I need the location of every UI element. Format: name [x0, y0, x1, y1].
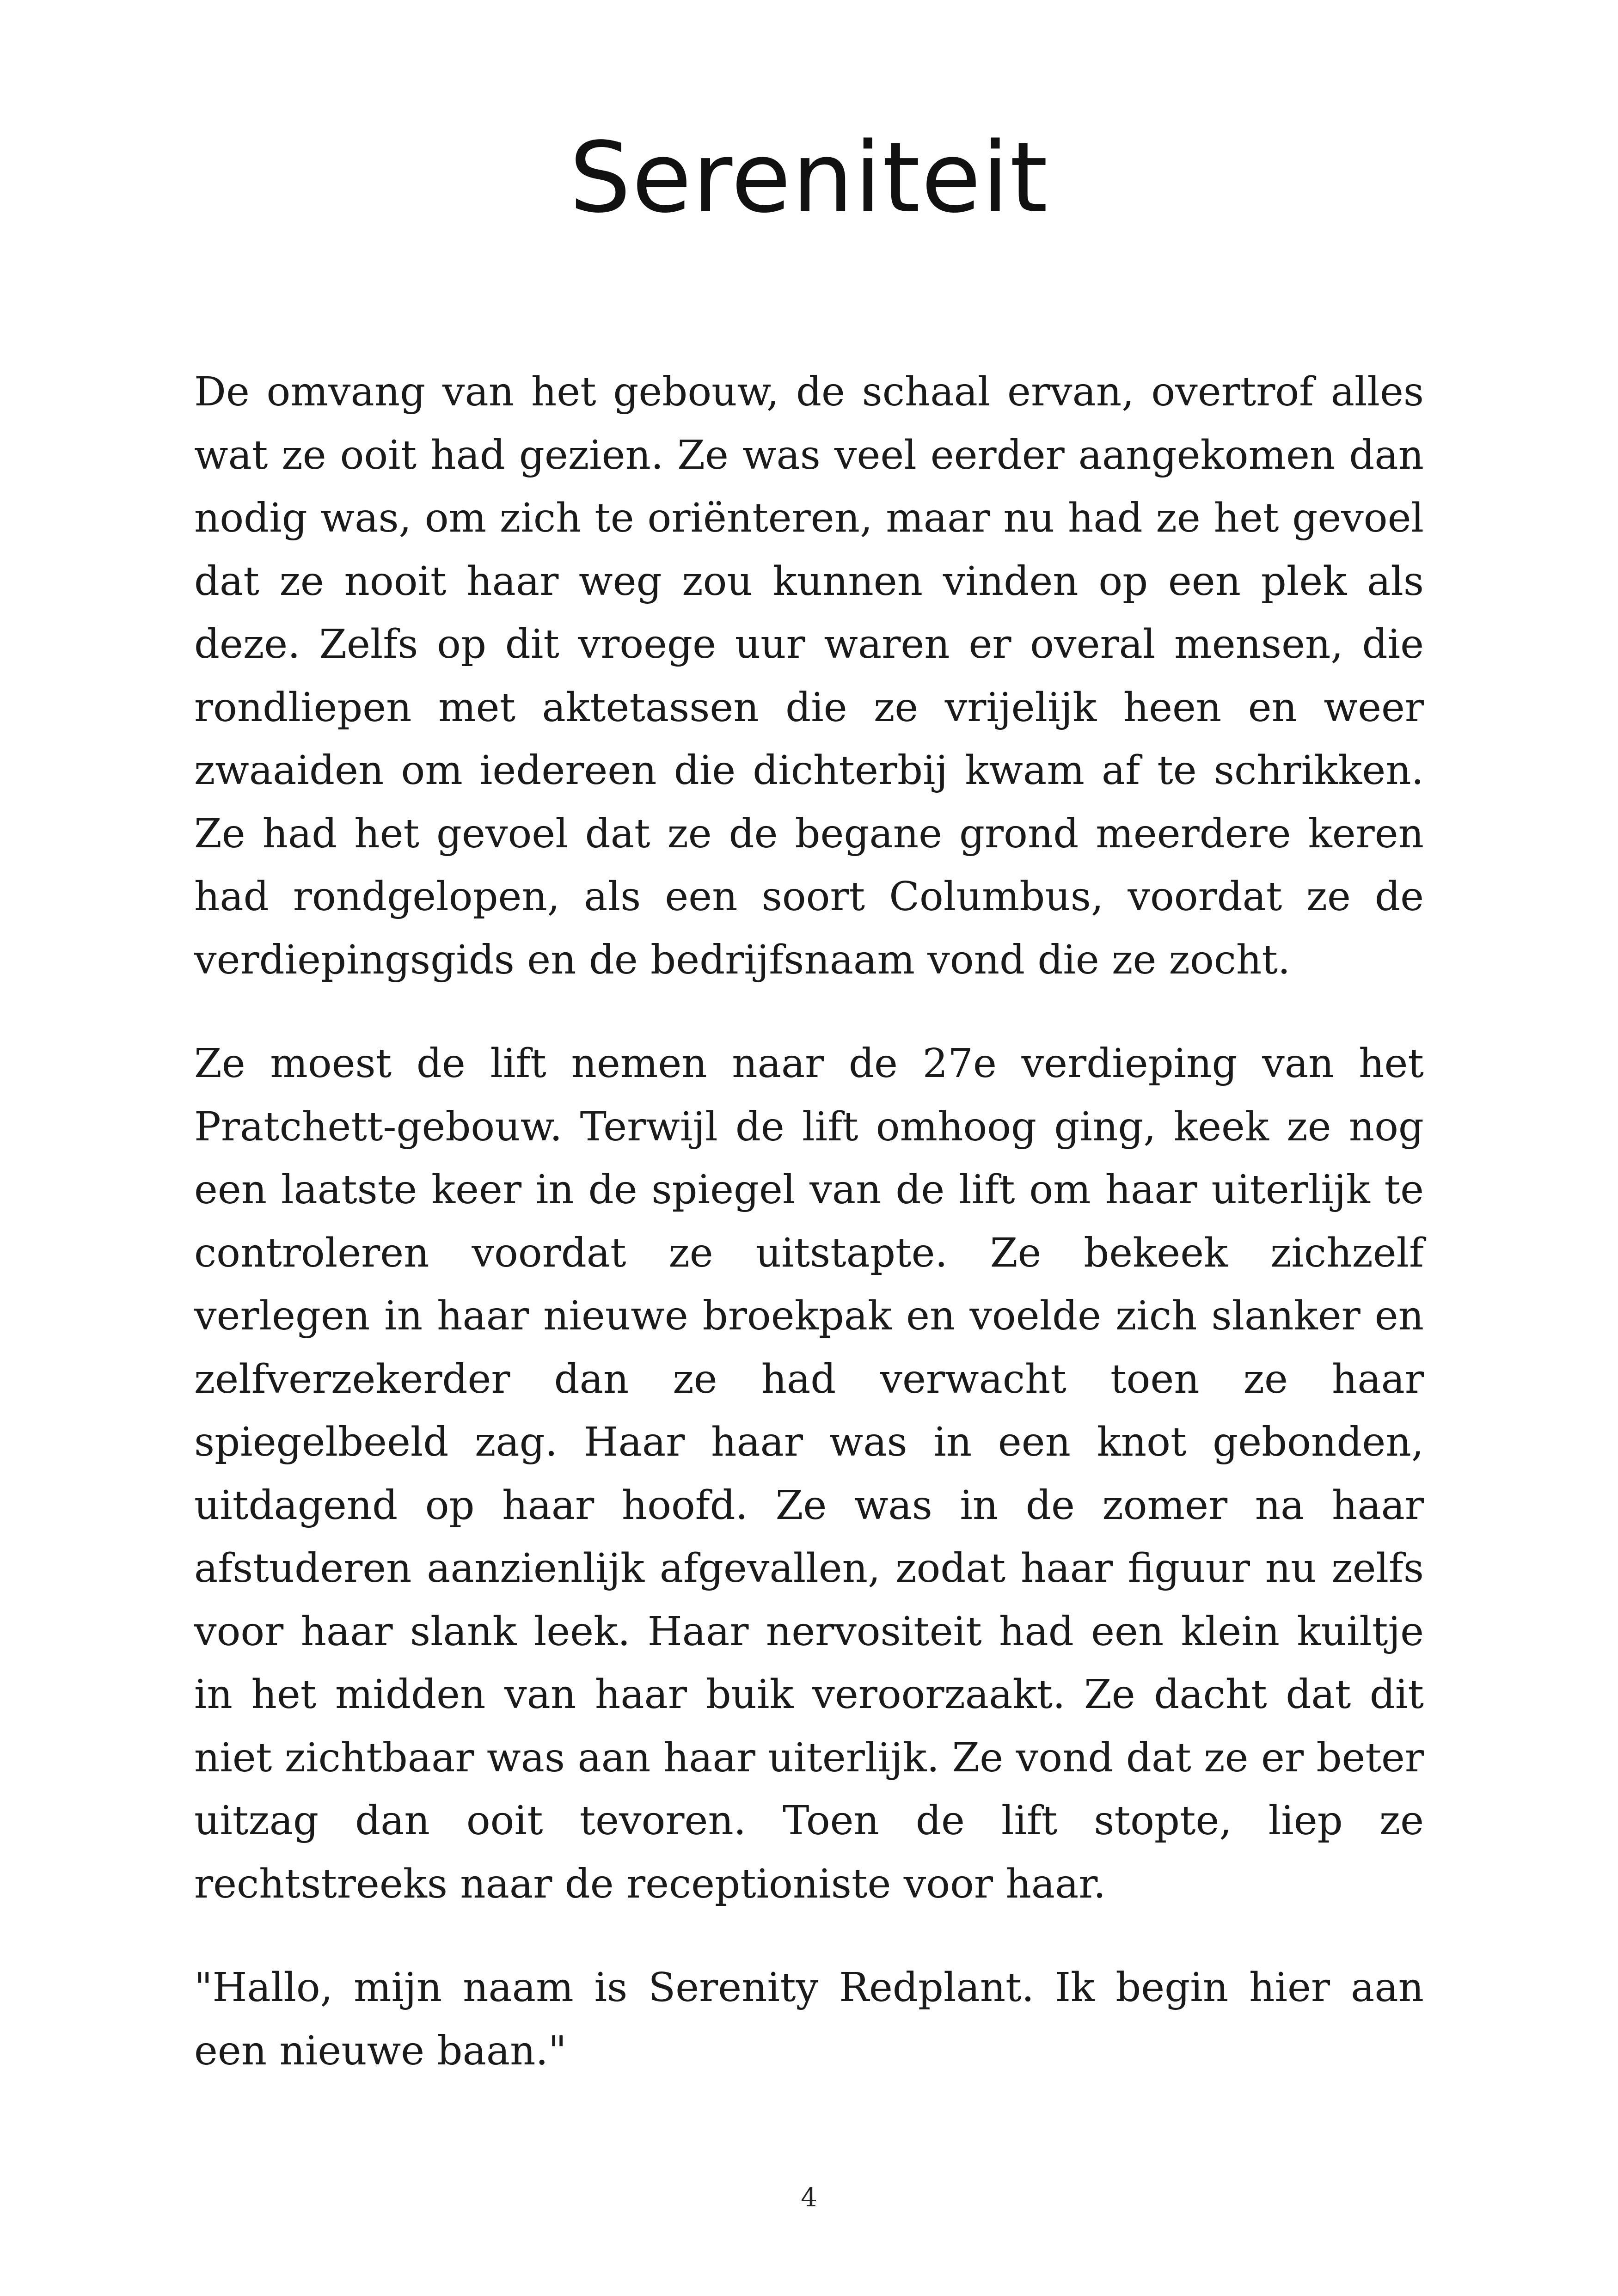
paragraph: Ze moest de lift nemen naar de 27e verdieping van het Pratchett-gebouw. Terwijl de lift omhoog ging, keek ze nog een laatste keer in de spiegel van de lift om haar uiterlijk te controleren voordat ze uitstapte. Ze bekeek zichzelf verlegen in haar nieuwe broekpak en voelde zich slanker en zelfverzekerder dan ze had verwacht toen ze haar spiegelbeeld zag. Haar haar was in een knot gebonden, uitdagend op haar hoofd. Ze was in de zomer na haar afstuderen aanzienlijk afgevallen, zodat haar figuur nu zelfs voor haar slank leek. Haar nervositeit had een klein kuiltje in het midden van haar buik veroorzaakt. Ze dacht dat dit niet zichtbaar was aan haar uiterlijk. Ze vond dat ze er beter uitzag dan ooit tevoren. Toen de lift stopte, liep ze rechtstreeks naar de receptioniste voor haar.	[194, 1041, 1424, 1907]
body-text	[194, 361, 1424, 2123]
page-number: 4	[801, 2183, 817, 2213]
paragraph: De omvang van het gebouw, de schaal ervan, overtrof alles wat ze ooit had gezien. Ze was veel eerder aangekomen dan nodig was, om zich te oriënteren, maar nu had ze het gevoel dat ze nooit haar weg zou kunnen vinden op een plek als deze. Zelfs op dit vroege uur waren er overal mensen, die rondliepen met aktetassen die ze vrijelijk heen en weer zwaaiden om iedereen die dichterbij kwam af te schrikken. Ze had het gevoel dat ze de begane grond meerdere keren had rondgelopen, als een soort Columbus, voordat ze de verdiepingsgids en de bedrijfsnaam vond die ze zocht.	[194, 369, 1424, 983]
paragraph: "Hallo, mijn naam is Serenity Redplant. Ik begin hier aan een nieuwe baan."	[194, 1965, 1424, 2074]
chapter-title: Sereniteit	[569, 121, 1049, 234]
